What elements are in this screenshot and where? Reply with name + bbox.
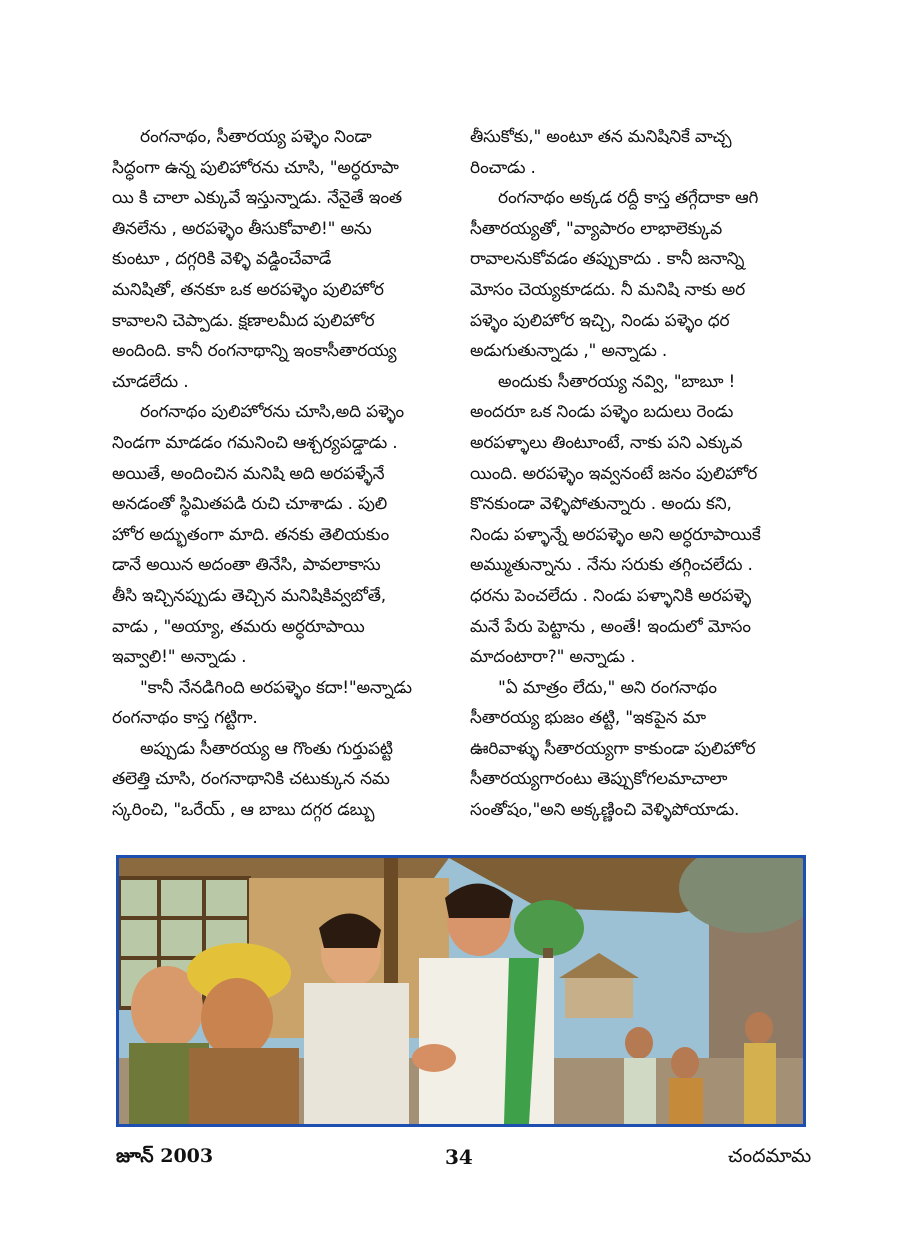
text-line: పళ్ళెం పులిహోర ఇచ్చి, నిండు పళ్ళెం ధర [470,310,730,331]
text-line: రంగనాథం కాస్త గట్టిగా. [112,708,258,729]
text-line: అమ్ముతున్నాను . నేను సరుకు తగ్గించలేదు . [470,555,753,576]
left-text-column [112,122,457,826]
text-line: అడుగుతున్నాడు ," అన్నాడు . [470,341,668,362]
text-line: డానే అయిన అదంతా తినేసి, పావలాకాసు [112,555,381,576]
text-line: రంగనాథం పులిహోరను చూసి,అది పళ్ళెం [140,402,404,423]
magazine-name: చందమామ [728,1145,812,1167]
issue-date: జూన్ 2003 [116,1145,214,1167]
text-line: నిండు పళ్ళాన్నే అరపళ్ళెం అని అర్ధరూపాయికే [470,524,761,545]
text-line: మాదంటారా?" అన్నాడు . [470,647,636,668]
text-line: కొనకుండా వెళ్ళిపోతున్నారు . అందు కని, [470,494,732,515]
text-line: మోసం చెయ్యకూడదు. నీ మనిషి నాకు అర [470,279,745,300]
text-line: అందరూ ఒక నిండు పళ్ళెం బదులు రెండు [470,402,734,423]
text-line: స్కరించి, "ఒరేయ్ , ఆ బాబు దగ్గర డబ్బు [112,800,375,821]
text-line: సిద్ధంగా ఉన్న పులిహోరను చూసి, "అర్ధరూపా [112,157,399,178]
text-line: రంగనాథం అక్కడ రద్దీ కాస్త తగ్గేదాకా ఆగి [498,188,759,209]
text-line: సీతారయ్యగారంటు తెప్పుకోగలమాచాలా [470,769,728,790]
text-line: హోర అద్భుతంగా మాది. తనకు తెలియకుం [112,524,390,545]
text-line: ఊరివాళ్ళు సీతారయ్యగా కాకుండా పులిహోర [470,738,756,759]
text-line: తీసుకోకు," అంటూ తన మనిషినికే వాచ్చ [470,127,732,147]
text-line: కుంటూ , దగ్గరికి వెళ్ళి వడ్డించేవాడే [112,249,332,270]
text-line: అనడంతో స్థిమితపడి రుచి చూశాడు . పులి [112,494,388,515]
story-illustration [116,855,806,1127]
text-line: సంతోషం,"అని అక్కణ్ణించి వెళ్ళిపోయాడు. [470,800,740,821]
right-text-column [470,122,815,826]
text-line: వాడు , "అయ్యా, తమరు అర్ధరూపాయి [112,616,365,637]
text-line: రించాడు . [470,157,536,178]
text-line: "కానీ నేనడిగింది అరపళ్ళెం కదా!"అన్నాడు [140,677,412,698]
text-line: మనే పేరు పెట్టాను , అంతే! ఇందులో మోసం [470,616,751,637]
text-line: నిండగా మాడడం గమనించి ఆశ్చర్యపడ్డాడు . [112,432,398,453]
text-line: యి కి చాలా ఎక్కువే ఇస్తున్నాడు. నేనైతే ఇంత [112,188,402,209]
text-line: తినలేను , అరపళ్ళెం తీసుకోవాలి!" అను [112,218,372,239]
market-scene-picture [119,858,803,1124]
text-line: అందింది. కానీ రంగనాథాన్ని ఇంకాసీతారయ్య [112,341,397,362]
text-line: రంగనాథం, సీతారయ్య పళ్ళెం నిండా [140,127,372,147]
page-number: 34 [445,1145,473,1169]
text-line: సీతారయ్య భుజం తట్టి, "ఇకపైన మా [470,708,706,729]
text-line: ధరను పెంచలేదు . నిండు పళ్ళానికి అరపళ్ళె [470,585,752,606]
text-line: అందుకు సీతారయ్య నవ్వి, "బాబూ ! [498,371,736,392]
text-line: అయితే, అందించిన మనిషి అది అరపళ్ళేనే [112,463,385,484]
text-line: అరపళ్ళాలు తింటూంటే, నాకు పని ఎక్కువ [470,432,743,453]
text-line: సీతారయ్యతో, "వ్యాపారం లాభాలెక్కువ [470,218,722,239]
text-line: తలెత్తి చూసి, రంగనాథానికి చటుక్కున నమ [112,769,390,790]
text-line: అప్పుడు సీతారయ్య ఆ గొంతు గుర్తుపట్టి [140,738,393,759]
text-line: చూడలేదు . [112,371,189,392]
text-line: "ఏ మాత్రం లేదు," అని రంగనాథం [498,677,717,698]
text-line: మనిషితో, తనకూ ఒక అరపళ్ళెం పులిహోర [112,279,384,300]
text-line: తీసి ఇచ్చినప్పుడు తెచ్చిన మనిషికివ్వబోతే, [112,585,386,606]
text-line: యింది. అరపళ్ళెం ఇవ్వనంటే జనం పులిహోర [470,463,758,484]
text-line: కావాలని చెప్పాడు. క్షణాలమీద పులిహోర [112,310,375,331]
text-line: ఇవ్వాలి!" అన్నాడు . [112,647,247,668]
text-line: రావాలనుకోవడం తప్పుకాదు . కానీ జనాన్ని [470,249,745,270]
